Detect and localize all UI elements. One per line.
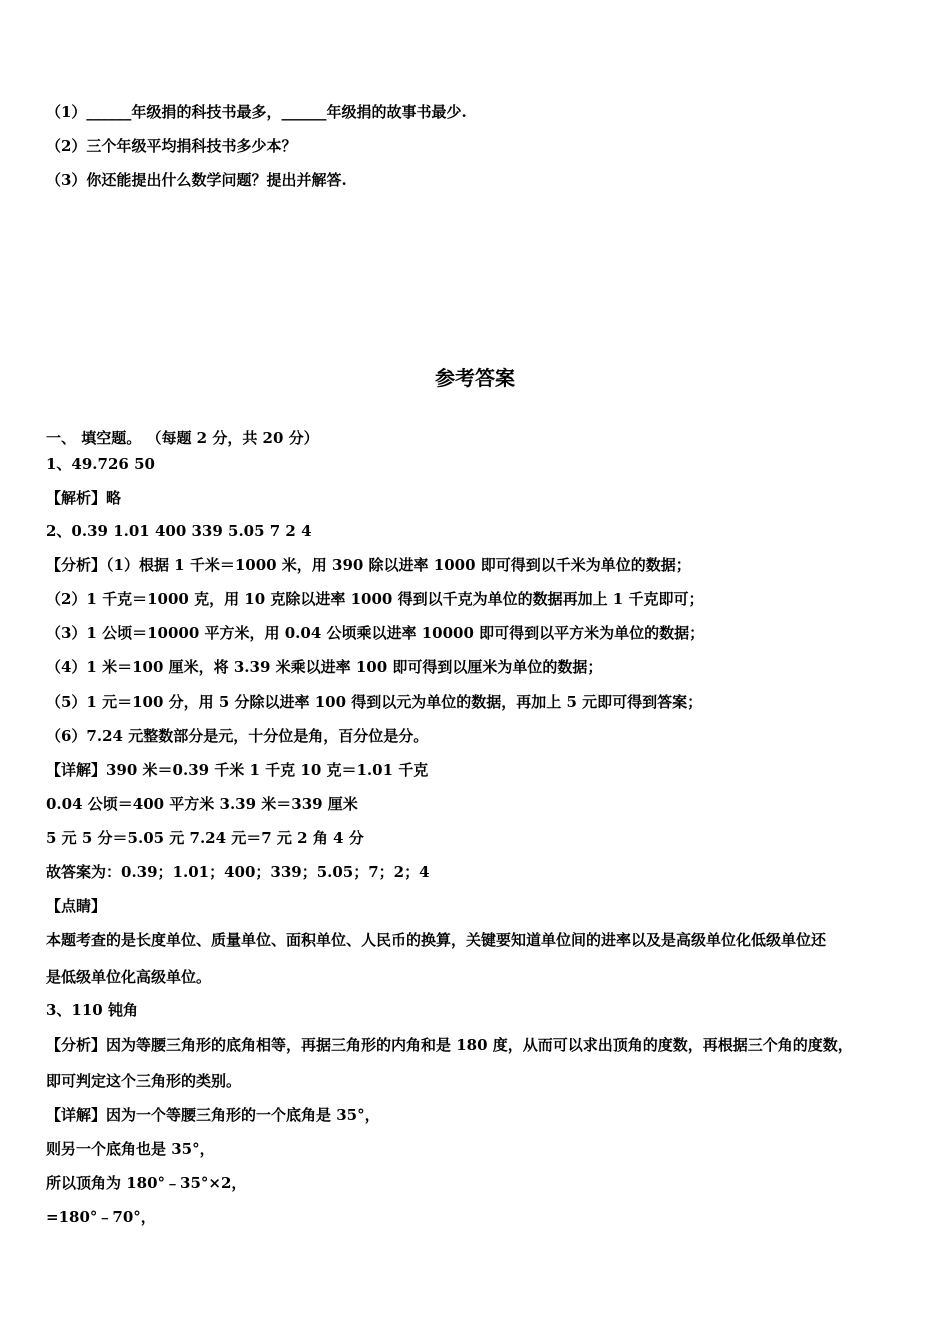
answer-line: （2）1 千克＝1000 克，用 10 克除以进率 1000 得到以千克为单位的数据再加上 1 千克即可； [46, 590, 704, 608]
answer-line: 所以顶角为 180°﹣35°×2， [46, 1174, 247, 1192]
answer-line: 【分析】因为等腰三角形的底角相等，再据三角形的内角和是 180 度，从而可以求出顶角的度数，再根据三个角的度数， [46, 1036, 853, 1054]
answer-line: 2、0.39 1.01 400 339 5.05 7 2 4 [46, 522, 312, 540]
answer-line: 是低级单位化高级单位。 [46, 968, 212, 986]
section-heading: 一、 填空题。 （每题 2 分，共 20 分） [46, 429, 319, 447]
question-2: （2）三个年级平均捐科技书多少本？ [46, 137, 297, 155]
answer-line: 【详解】因为一个等腰三角形的一个底角是 35°， [46, 1106, 380, 1124]
answer-line: 故答案为：0.39；1.01；400；339；5.05；7；2；4 [46, 863, 430, 881]
answer-line: （6）7.24 元整数部分是元，十分位是角，百分位是分。 [46, 727, 429, 745]
answer-line: 【点睛】 [46, 897, 107, 915]
answer-line: 即可判定这个三角形的类别。 [46, 1072, 242, 1090]
answer-line: 则另一个底角也是 35°， [46, 1140, 215, 1158]
answer-line: 0.04 公顷＝400 平方米 3.39 米＝339 厘米 [46, 795, 358, 813]
answer-line: =180°﹣70°， [46, 1208, 156, 1226]
answer-line: 3、110 钝角 [46, 1001, 138, 1019]
answer-line: 【详解】390 米＝0.39 千米 1 千克 10 克＝1.01 千克 [46, 761, 429, 779]
answer-line: （5）1 元＝100 分，用 5 分除以进率 100 得到以元为单位的数据，再加上 5 元即可得到答案； [46, 693, 703, 711]
answer-line: 本题考查的是长度单位、质量单位、面积单位、人民币的换算，关键要知道单位间的进率以及是高级单位化低级单位还 [46, 931, 827, 949]
answer-line: 【分析】（1）根据 1 千米＝1000 米，用 390 除以进率 1000 即可得到以千米为单位的数据； [46, 556, 691, 574]
question-1: （1）______年级捐的科技书最多，______年级捐的故事书最少. [46, 103, 467, 121]
answer-title: 参考答案 [435, 366, 515, 390]
answer-line: （3）1 公顷＝10000 平方米，用 0.04 公顷乘以进率 10000 即可得到以平方米为单位的数据； [46, 624, 705, 642]
answer-line: （4）1 米＝100 厘米，将 3.39 米乘以进率 100 即可得到以厘米为单位的数据； [46, 658, 603, 676]
answer-line: 5 元 5 分＝5.05 元 7.24 元＝7 元 2 角 4 分 [46, 829, 364, 847]
answer-line: 1、49.726 50 [46, 455, 155, 473]
answer-line: 【解析】略 [46, 489, 122, 507]
question-3: （3）你还能提出什么数学问题？提出并解答. [46, 171, 347, 189]
